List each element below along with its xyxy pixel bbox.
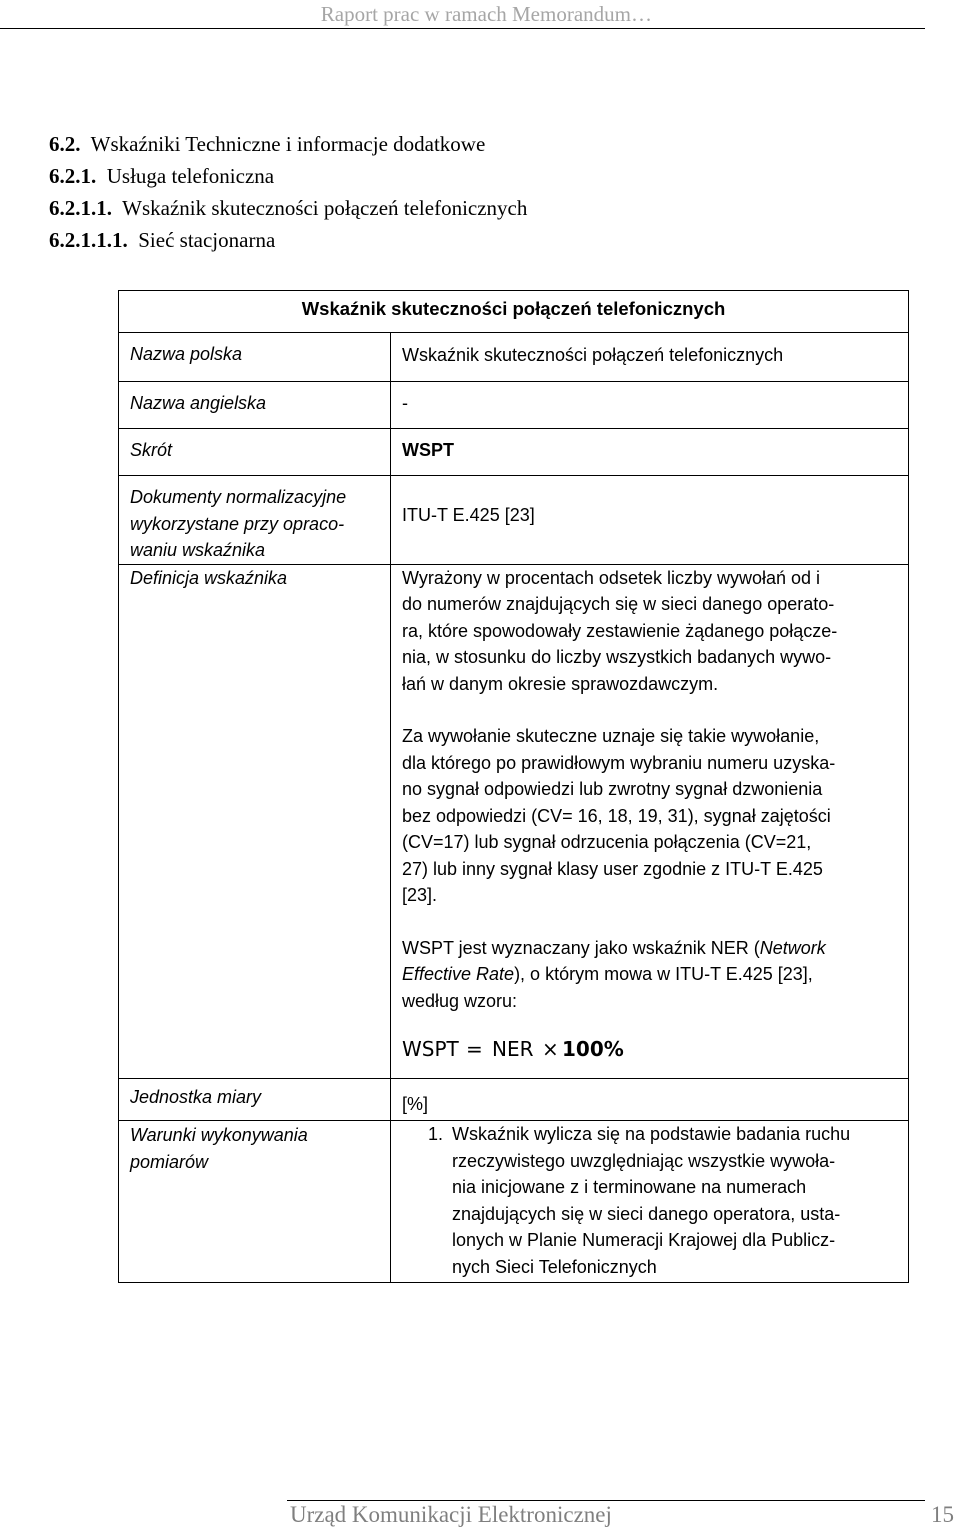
- label-skrot: Skrót: [119, 429, 391, 476]
- page-number: 15: [931, 1502, 954, 1527]
- indicator-table: [118, 290, 909, 1283]
- header-rule: [0, 28, 925, 29]
- formula-ner: NER: [492, 1037, 534, 1061]
- list-item: 1. Wskaźnik wylicza się na podstawie badania ruchu rzeczywistego uwzględniając wszystkie wywoła- nia inicjowane z i terminowane na numerach znajdujących się w sieci danego operatora, usta- lonych w Planie Numeracji Krajowej dla Publicz- nych Sieci Telefonicznych: [448, 1121, 898, 1280]
- label-dokumenty: Dokumenty normalizacyjne wykorzystane przy opraco- waniu wskaźnika: [119, 476, 391, 565]
- label-definicja: Definicja wskaźnika: [119, 564, 391, 1079]
- table-title: Wskaźnik skuteczności połączeń telefonicznych: [119, 291, 909, 333]
- heading-6-2-1: 6.2.1. Usługa telefoniczna: [49, 164, 275, 188]
- row-jednostka: [119, 1079, 909, 1121]
- label-nazwa-angielska: Nazwa angielska: [119, 382, 391, 429]
- value-skrot: WSPT: [391, 429, 909, 476]
- value-nazwa-polska: Wskaźnik skuteczności połączeń telefonicznych: [391, 333, 909, 382]
- heading-6-2: 6.2. Wskaźniki Techniczne i informacje dodatkowe: [49, 132, 486, 156]
- label-jednostka: Jednostka miary: [119, 1079, 391, 1121]
- value-jednostka: [%]: [391, 1079, 909, 1121]
- value-warunki: [391, 1121, 909, 1283]
- definition-paragraph-1: Wyrażony w procentach odsetek liczby wywołań od i do numerów znajdujących się w sieci danego operato- ra, które spowodowały zestawienie żądanego połącze- nia, w stosunku do liczby wszystkich badanych wywo- łań w danym okresie sprawozdawczym.: [402, 567, 838, 694]
- row-definicja: [119, 564, 909, 1079]
- definition-paragraph-3: WSPT jest wyznaczany jako wskaźnik NER (Network Effective Rate), o którym mowa w ITU-T E.425 [23], według wzoru:: [402, 937, 826, 1011]
- heading-6-2-1-1-1: 6.2.1.1.1. Sieć stacjonarna: [49, 228, 276, 252]
- row-warunki: [119, 1121, 909, 1283]
- row-skrot: [119, 429, 909, 476]
- heading-6-2-1-1: 6.2.1.1. Wskaźnik skuteczności połączeń telefonicznych: [49, 196, 528, 220]
- running-header: Raport prac w ramach Memorandum…: [320, 2, 652, 26]
- formula-graphic: [402, 1034, 642, 1064]
- formula-eq: =: [466, 1037, 483, 1061]
- row-dokumenty: [119, 476, 909, 565]
- formula-lhs: WSPT: [402, 1037, 459, 1061]
- formula-pct: 100%: [562, 1037, 624, 1061]
- formula-times: ×: [542, 1037, 559, 1061]
- conditions-list: [402, 1121, 898, 1280]
- value-definicja: [391, 564, 909, 1079]
- wspt-formula: [402, 1014, 898, 1078]
- section-headings: [49, 128, 527, 256]
- footer-organization: Urząd Komunikacji Elektronicznej: [290, 1502, 612, 1527]
- table-header-row: [119, 291, 909, 333]
- label-warunki: Warunki wykonywania pomiarów: [119, 1121, 391, 1283]
- definition-paragraph-2: Za wywołanie skuteczne uznaje się takie wywołanie, dla którego po prawidłowym wybraniu numeru uzyska- no sygnał odpowiedzi lub zwrotny sygnał dzwonienia bez odpowiedzi (CV= 16, 18, 19, 31), sygnał zajętości (CV=17) lub sygnał odrzucenia połączenia (CV=21, 27) lub inny sygnał klasy user zgodnie z ITU-T E.425 [23].: [402, 726, 836, 905]
- row-nazwa-polska: [119, 333, 909, 382]
- value-dokumenty: ITU-T E.425 [23]: [391, 476, 909, 565]
- row-nazwa-angielska: [119, 382, 909, 429]
- label-nazwa-polska: Nazwa polska: [119, 333, 391, 382]
- footer-rule: [287, 1500, 925, 1501]
- value-nazwa-angielska: -: [391, 382, 909, 429]
